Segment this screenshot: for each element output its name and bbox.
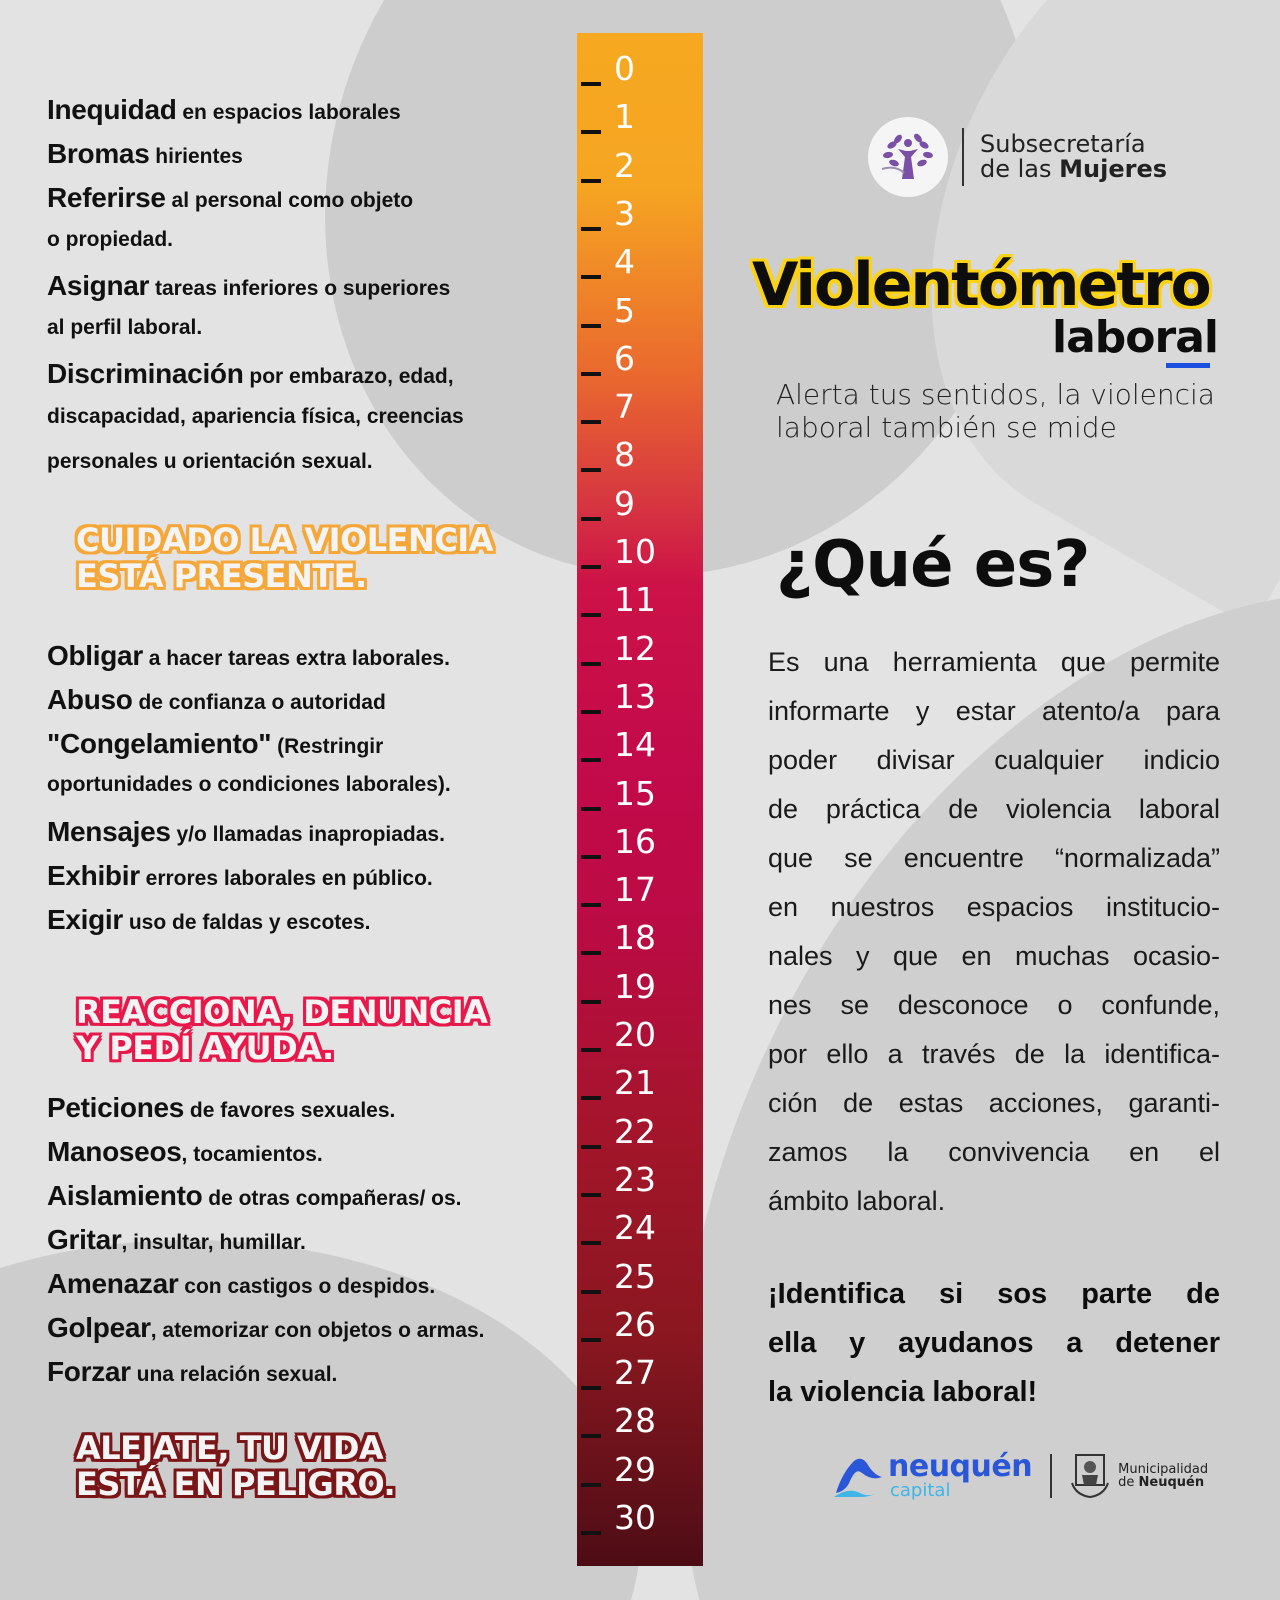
violence-item <box>47 1136 323 1168</box>
violence-item <box>47 1312 484 1344</box>
cta-line: ¡Identifica si sos parte de <box>768 1278 1220 1310</box>
meter-tick <box>581 1434 601 1438</box>
meter-number: 18 <box>614 918 656 958</box>
item-description: por embarazo, edad, <box>243 365 454 388</box>
item-keyword: Mensajes <box>47 816 171 847</box>
tree-woman-icon <box>868 117 948 197</box>
meter-number: 30 <box>614 1498 656 1537</box>
item-description: oportunidades o condiciones laborales). <box>47 773 451 796</box>
alert-react-line1: REACCIONA, DENUNCIA <box>76 993 488 1031</box>
item-description: de otras compañeras/ os. <box>202 1187 462 1210</box>
cta-line: la violencia laboral! <box>768 1376 1038 1408</box>
item-description: al personal como objeto <box>165 189 414 212</box>
item-description: de favores sexuales. <box>184 1099 396 1122</box>
item-description: de confianza o autoridad <box>132 691 386 714</box>
meter-tick <box>581 1338 601 1342</box>
meter-tick <box>581 468 601 472</box>
meter-tick <box>581 565 601 569</box>
item-keyword: Golpear <box>47 1312 151 1343</box>
violence-item <box>47 270 450 302</box>
meter-number: 28 <box>614 1401 656 1441</box>
violence-item <box>47 1180 462 1212</box>
item-keyword: Manoseos <box>47 1136 182 1167</box>
meter-tick <box>581 710 601 714</box>
meter-number: 15 <box>614 773 656 813</box>
violence-item <box>47 640 450 672</box>
meter-tick <box>581 179 601 183</box>
meter-tick <box>581 758 601 762</box>
description-line: ámbito laboral. <box>768 1186 946 1216</box>
subtitle-underline <box>1166 363 1210 368</box>
meter-tick <box>581 420 601 424</box>
description-line: de práctica de violencia laboral <box>768 794 1220 824</box>
item-description: hirientes <box>149 145 243 168</box>
item-description: y/o llamadas inapropiadas. <box>170 823 445 846</box>
meter-number: 21 <box>614 1063 656 1103</box>
violence-item <box>47 358 454 390</box>
item-description: con castigos o despidos. <box>178 1275 436 1298</box>
meter-tick <box>581 1096 601 1100</box>
item-keyword: Abuso <box>47 684 133 715</box>
meter-number: 17 <box>614 870 656 910</box>
violence-item <box>47 182 413 214</box>
meter-number: 25 <box>614 1256 656 1296</box>
description-line: poder divisar cualquier indicio <box>768 745 1220 775</box>
meter-number: 22 <box>614 1111 656 1151</box>
meter-tick <box>581 903 601 907</box>
violence-item <box>47 1356 337 1388</box>
divider <box>962 128 964 186</box>
item-description: errores laborales en público. <box>139 867 433 890</box>
violence-item <box>47 450 373 474</box>
meter-tick <box>581 372 601 376</box>
item-description: al perfil laboral. <box>47 316 203 339</box>
meter-number: 6 <box>614 338 635 378</box>
description-line: por ello a través de la identifica- <box>768 1039 1220 1069</box>
item-keyword: "Congelamiento" <box>47 728 272 759</box>
org-name <box>980 132 1167 182</box>
item-description: uso de faldas y escotes. <box>123 911 371 934</box>
meter-number: 26 <box>614 1304 656 1344</box>
alert-danger-line1: ALEJATE, TU VIDA <box>76 1429 384 1467</box>
description-line: Es una herramienta que permite <box>768 647 1220 677</box>
meter-tick <box>581 82 601 86</box>
org-name-line2: de las Mujeres <box>980 155 1168 183</box>
item-keyword: Inequidad <box>47 94 177 125</box>
item-keyword: Peticiones <box>47 1092 185 1123</box>
item-keyword: Amenazar <box>47 1268 179 1299</box>
call-to-action <box>768 1270 1220 1417</box>
neuquen-capital-logo <box>832 1449 1033 1501</box>
meter-tick <box>581 1145 601 1149</box>
description-line: que se encuentre “normalizada” <box>768 843 1220 873</box>
item-description: , atemorizar con objetos o armas. <box>150 1319 485 1342</box>
item-description: o propiedad. <box>47 228 173 251</box>
description-line: en nuestros espacios institucio- <box>768 892 1220 922</box>
item-description: tareas inferiores o superiores <box>149 277 451 300</box>
capital-wordmark: capital <box>890 1480 951 1501</box>
meter-number: 16 <box>614 821 656 861</box>
violence-item <box>47 816 445 848</box>
tagline-line1: Alerta tus sentidos, la violencia <box>776 378 1215 411</box>
item-description: una relación sexual. <box>130 1363 338 1386</box>
meter-number: 27 <box>614 1353 656 1393</box>
divider <box>1050 1454 1052 1498</box>
tagline-line2: laboral también se mide <box>776 411 1117 444</box>
item-description: , insultar, humillar. <box>121 1231 306 1254</box>
meter-number: 24 <box>614 1208 656 1248</box>
wave-mountain-icon <box>832 1453 884 1499</box>
item-description: personales u orientación sexual. <box>47 450 373 473</box>
muni-line1: Municipalidad <box>1118 1462 1209 1477</box>
description-line: nes se desconoce o confunde, <box>768 990 1220 1020</box>
meter-number: 4 <box>614 242 635 282</box>
alert-react <box>76 994 487 1066</box>
violence-item <box>47 138 243 170</box>
item-keyword: Exigir <box>47 904 124 935</box>
violence-item <box>47 773 451 797</box>
meter-tick <box>581 1483 601 1487</box>
item-keyword: Asignar <box>47 270 150 301</box>
alert-caution-line2: ESTÁ PRESENTE. <box>76 557 367 595</box>
tagline <box>776 378 1215 444</box>
meter-number: 2 <box>614 145 635 185</box>
item-description: , tocamientos. <box>181 1143 323 1166</box>
meter-number: 7 <box>614 387 635 427</box>
item-keyword: Bromas <box>47 138 150 169</box>
meter-number: 23 <box>614 1159 656 1199</box>
item-keyword: Obligar <box>47 640 143 671</box>
meter-tick <box>581 227 601 231</box>
description-line: ción de estas acciones, garanti- <box>768 1088 1220 1118</box>
alert-react-line2: Y PEDÍ AYUDA. <box>76 1029 334 1067</box>
violence-item <box>47 228 173 252</box>
municipalidad-name <box>1118 1463 1208 1489</box>
muni-line2: de Neuquén <box>1118 1475 1205 1490</box>
violence-item <box>47 1268 435 1300</box>
meter-tick <box>581 662 601 666</box>
meter-tick <box>581 1531 601 1535</box>
meter-number: 3 <box>614 193 635 233</box>
meter-number: 20 <box>614 1015 656 1054</box>
violence-item <box>47 316 202 340</box>
description-line: zamos la convivencia en el <box>768 1137 1220 1167</box>
meter-number: 13 <box>614 676 656 716</box>
item-keyword: Forzar <box>47 1356 131 1387</box>
meter-number: 1 <box>614 97 635 137</box>
page-title: Violentómetro <box>752 250 1210 320</box>
meter-tick <box>581 275 601 279</box>
meter-tick <box>581 517 601 521</box>
item-keyword: Referirse <box>47 182 166 213</box>
alert-caution <box>76 522 493 594</box>
meter-number: 8 <box>614 435 635 475</box>
meter-number: 12 <box>614 628 656 668</box>
meter-number: 14 <box>614 725 656 765</box>
violence-item <box>47 860 433 892</box>
meter-number: 19 <box>614 966 656 1006</box>
violence-item <box>47 684 386 716</box>
meter-number: 0 <box>614 49 635 88</box>
meter-tick <box>581 130 601 134</box>
page-subtitle: laboral <box>1052 312 1218 363</box>
meter-tick <box>581 1386 601 1390</box>
meter-tick <box>581 1000 601 1004</box>
org-name-bold: Mujeres <box>1059 155 1168 183</box>
item-keyword: Discriminación <box>47 358 244 389</box>
meter-tick <box>581 807 601 811</box>
section-heading: ¿Qué es? <box>776 528 1090 602</box>
violence-item <box>47 1224 306 1256</box>
meter-tick <box>581 324 601 328</box>
meter-tick <box>581 613 601 617</box>
violence-item <box>47 405 464 429</box>
meter-number: 9 <box>614 483 635 523</box>
item-keyword: Gritar <box>47 1224 122 1255</box>
item-keyword: Aislamiento <box>47 1180 203 1211</box>
cta-line: ella y ayudanos a detener <box>768 1327 1220 1359</box>
violence-item <box>47 728 383 760</box>
meter-number: 11 <box>614 580 656 620</box>
alert-danger <box>76 1430 395 1502</box>
item-description: discapacidad, apariencia física, creencias <box>47 405 464 428</box>
subsecretaria-logo <box>868 117 1167 197</box>
meter-tick <box>581 1290 601 1294</box>
violence-item <box>47 904 370 936</box>
municipal-shield-icon <box>1070 1453 1110 1499</box>
org-name-line1: Subsecretaría <box>980 130 1146 158</box>
meter-tick <box>581 1048 601 1052</box>
meter-number: 29 <box>614 1449 656 1489</box>
footer-logos <box>832 1449 1209 1501</box>
violence-item <box>47 1092 395 1124</box>
item-description: a hacer tareas extra laborales. <box>142 647 450 670</box>
alert-caution-line1: CUIDADO LA VIOLENCIA <box>76 521 493 559</box>
violence-item <box>47 94 401 126</box>
meter-tick <box>581 1241 601 1245</box>
meter-tick <box>581 1193 601 1197</box>
description-line: informarte y estar atento/a para <box>768 696 1220 726</box>
meter-tick <box>581 855 601 859</box>
meter-number: 10 <box>614 532 656 571</box>
alert-danger-line2: ESTÁ EN PELIGRO. <box>76 1465 396 1503</box>
item-description: (Restringir <box>271 735 384 758</box>
neuquen-wordmark: neuquén <box>888 1449 1033 1484</box>
description-paragraph <box>768 638 1220 1226</box>
item-keyword: Exhibir <box>47 860 140 891</box>
description-line: nales y que en muchas ocasio- <box>768 941 1220 971</box>
item-description: en espacios laborales <box>176 101 401 124</box>
meter-number: 5 <box>614 290 635 330</box>
meter-tick <box>581 951 601 955</box>
